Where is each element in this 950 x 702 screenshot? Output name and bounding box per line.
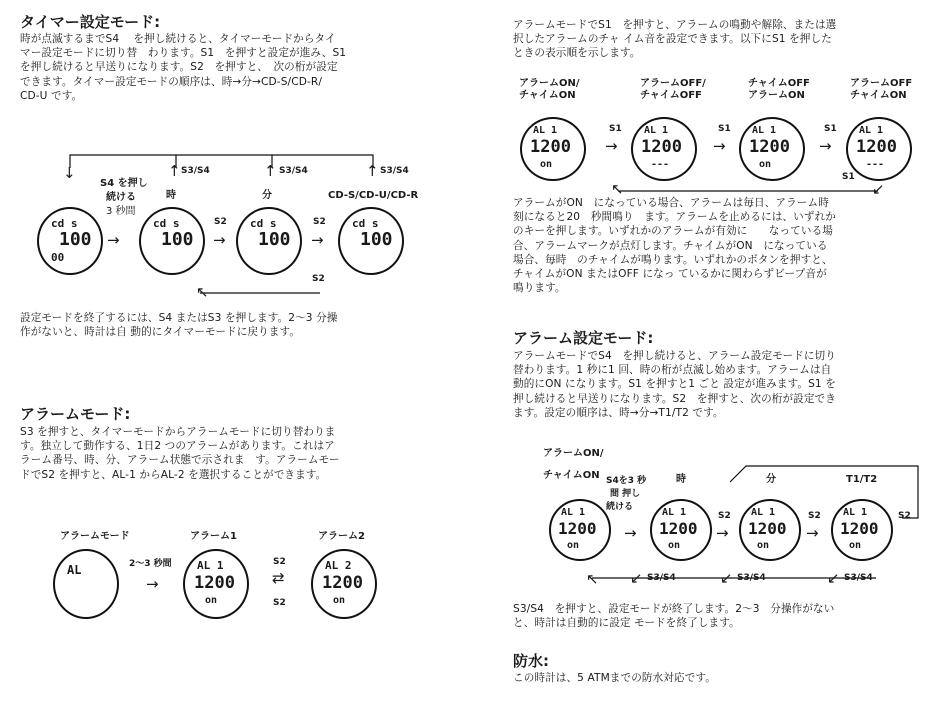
- lcd-text: on: [849, 540, 862, 551]
- text-line: 続ける: [106, 192, 136, 203]
- lcd-text: 00: [51, 251, 65, 264]
- right-arrow-icon: →: [311, 231, 324, 249]
- s2-label: S2: [718, 511, 731, 521]
- lcd-text: cd s: [153, 217, 180, 230]
- lcd-text: cd s: [352, 217, 379, 230]
- down-left-arrow-icon: ↙: [827, 569, 840, 587]
- lcd-text: 100: [258, 229, 291, 250]
- timer-end-paragraph: [20, 311, 440, 339]
- watch-display: [831, 499, 893, 561]
- text-line: 動的にON になります。S1 を押すと1 ごと 設定が進みます。S1 を: [513, 378, 836, 391]
- lcd-text: AL 1: [662, 507, 687, 518]
- swap-arrows-icon: ⇄: [272, 569, 285, 587]
- text-line: す。独立して動作する、1日2 つのアラームがあります。これはア: [20, 440, 335, 453]
- lcd-text: 1200: [641, 137, 682, 157]
- step-cd-label: CD-S/CD-U/CD-R: [328, 190, 419, 201]
- lcd-text: on: [567, 540, 580, 551]
- step-minute-label: 分: [262, 190, 272, 201]
- text-line: のキーを押します。いずれかのアラームが有効に なっている場: [513, 225, 833, 238]
- lcd-text: AL 1: [859, 125, 884, 136]
- watch-display: [236, 207, 302, 275]
- text-line: 合、アラームマークが点灯します。チャイムがON になっている: [513, 239, 828, 252]
- text-line: マー設定モードに切り替 わります。S1 を押すと設定が進み、S1: [20, 47, 347, 60]
- hold-duration-label: 2〜3 秒間: [129, 559, 172, 569]
- step-t1t2-label: T1/T2: [846, 474, 878, 485]
- text-line: 択したアラームのチャ イム音を設定できます。以下にS1 を押した: [513, 33, 832, 46]
- watch-display: [139, 207, 205, 275]
- watch-display: [846, 117, 912, 181]
- text-line: 間 押し: [610, 489, 641, 499]
- alarm-description-paragraph: [513, 196, 933, 295]
- s3s4-label: S3/S4: [279, 166, 308, 176]
- text-line: 場合、毎時 のチャイムが鳴ります。いずれかのボタンを押すと、: [513, 253, 833, 266]
- lcd-text: 1200: [322, 573, 363, 593]
- text-line: S4 を押し: [100, 178, 148, 189]
- text-line: 続ける: [606, 502, 634, 512]
- text-line: と、時計は自動的に設定 モードを終了します。: [513, 617, 740, 630]
- timer-setting-title: タイマー設定モード:: [20, 13, 161, 31]
- watch-display: [631, 117, 697, 181]
- step-minute-label: 分: [766, 474, 776, 485]
- lcd-text: AL: [67, 563, 82, 577]
- alarm-mode-title: アラームモード:: [20, 405, 131, 423]
- text-line: チャイムON: [543, 470, 600, 481]
- alarm-setting-paragraph: [513, 349, 933, 420]
- watch-display: [311, 549, 377, 619]
- s2-label: S2: [312, 274, 325, 284]
- text-line: チャイムOFF: [748, 78, 810, 89]
- state-label: [640, 78, 706, 102]
- down-left-arrow-icon: ↙: [720, 569, 733, 587]
- step-hour-label: 時: [676, 474, 686, 485]
- s2-label: S2: [808, 511, 821, 521]
- lcd-text: 1200: [748, 519, 787, 538]
- text-line: 時が点滅するまでS4 を押し続けると、タイマーモードからタイ: [20, 33, 336, 45]
- text-line: 刻になると20 秒間鳴り ます。アラームを止めるには、いずれか: [513, 211, 836, 224]
- text-line: アラームON: [748, 90, 805, 101]
- up-arrow-icon: ↑: [168, 162, 181, 180]
- text-line: S3 を押すと、タイマーモードからアラームモードに切り替わりま: [20, 426, 336, 438]
- state-label: [748, 78, 810, 102]
- s4-hold-label: [100, 177, 148, 219]
- s1-label: S1: [718, 124, 731, 134]
- s3s4-label: S3/S4: [844, 573, 873, 583]
- text-line: 3 秒間: [106, 206, 136, 217]
- lcd-text: 1200: [659, 519, 698, 538]
- alarm-s1-paragraph: [513, 18, 933, 61]
- lcd-text: AL 1: [644, 125, 669, 136]
- alarm-mode-label: アラームモード: [60, 531, 130, 542]
- text-line: 替わります。1 秒に1 回、時の桁が点滅し始めます。アラームは自: [513, 364, 832, 377]
- down-left-arrow-icon: ↙: [630, 569, 643, 587]
- s3s4-label: S3/S4: [647, 573, 676, 583]
- right-arrow-icon: →: [806, 524, 819, 542]
- text-line: アラームOFF/: [640, 78, 706, 89]
- text-line: アラームモードでS4 を押し続けると、アラーム設定モードに切り: [513, 350, 836, 362]
- start-state-label: [543, 443, 604, 487]
- right-arrow-icon: →: [716, 524, 729, 542]
- s2-label: S2: [898, 511, 911, 521]
- alarm2-label: アラーム2: [318, 531, 365, 542]
- lcd-text: AL 1: [561, 507, 586, 518]
- watch-display: [739, 499, 801, 561]
- s3s4-label: S3/S4: [181, 166, 210, 176]
- s3s4-label: S3/S4: [737, 573, 766, 583]
- lcd-text: AL 1: [752, 125, 777, 136]
- text-line: アラームOFF: [850, 78, 913, 89]
- lcd-text: 100: [161, 229, 194, 250]
- s3s4-label: S3/S4: [380, 166, 409, 176]
- right-arrow-icon: →: [213, 231, 226, 249]
- water-title: 防水:: [513, 652, 549, 670]
- down-arrow-icon: ↓: [63, 164, 76, 182]
- left-arrow-icon: ↖: [586, 570, 599, 588]
- text-line: ときの表示順を示します。: [513, 47, 641, 60]
- lcd-text: AL 1: [533, 125, 558, 136]
- lcd-text: 100: [59, 229, 92, 250]
- down-left-arrow-icon: ↙: [872, 180, 885, 198]
- watch-display: [650, 499, 712, 561]
- lcd-text: ---: [651, 159, 670, 170]
- lcd-text: 1200: [749, 137, 790, 157]
- right-arrow-icon: →: [107, 231, 120, 249]
- text-line: アラームがON になっている場合、アラームは毎日、アラーム時: [513, 197, 829, 209]
- watch-display: [338, 207, 404, 275]
- s2-label: S2: [214, 217, 227, 227]
- s1-label: S1: [609, 124, 622, 134]
- lcd-text: 100: [360, 229, 393, 250]
- watch-display: [520, 117, 586, 181]
- s2-label: S2: [313, 217, 326, 227]
- text-line: アラームモードでS1 を押すと、アラームの鳴動や解除、または選: [513, 19, 837, 31]
- alarm-setting-title: アラーム設定モード:: [513, 329, 654, 347]
- watch-display: [739, 117, 805, 181]
- lcd-text: AL 1: [843, 507, 868, 518]
- text-line: ラーム番号、時、分、アラーム状態で示されま す。アラームモー: [20, 454, 340, 467]
- lcd-text: cd s: [51, 217, 78, 230]
- alarm-setting-end-paragraph: [513, 602, 933, 630]
- right-arrow-icon: →: [713, 137, 726, 155]
- lcd-text: AL 2: [325, 559, 352, 572]
- s4-hold-label: [606, 475, 646, 514]
- watch-display: [37, 207, 103, 275]
- lcd-text: on: [757, 540, 770, 551]
- text-line: S4を3 秒: [606, 476, 647, 486]
- text-line: S3/S4 を押すと、設定モードが終了します。2〜3 分操作がない: [513, 603, 835, 615]
- text-line: アラームON/: [543, 448, 604, 459]
- state-label: [519, 78, 580, 102]
- text-line: 鳴ります。: [513, 282, 566, 295]
- lcd-text: on: [668, 540, 681, 551]
- lcd-text: on: [759, 159, 772, 170]
- lcd-text: 1200: [194, 573, 235, 593]
- timer-setting-paragraph: [20, 32, 440, 103]
- left-arrow-icon: ↖: [611, 180, 624, 198]
- s1-label: S1: [842, 172, 855, 182]
- up-arrow-icon: ↑: [366, 162, 379, 180]
- lcd-text: AL 1: [751, 507, 776, 518]
- lcd-text: 1200: [558, 519, 597, 538]
- lcd-text: 1200: [530, 137, 571, 157]
- text-line: CD-U です。: [20, 89, 83, 102]
- lcd-text: on: [540, 159, 553, 170]
- text-line: を押し続けると早送りになります。S2 を押すと、 次の桁が設定: [20, 61, 338, 74]
- water-text: この時計は、5 ATMまでの防水対応です。: [513, 672, 716, 684]
- lcd-text: 1200: [840, 519, 879, 538]
- up-arrow-icon: ↑: [264, 162, 277, 180]
- lcd-text: on: [333, 595, 346, 606]
- left-arrow-icon: ↖: [196, 283, 209, 301]
- s1-label: S1: [824, 124, 837, 134]
- alarm1-label: アラーム1: [190, 531, 237, 542]
- text-line: チャイムがON またはOFF になっ ているかに関わらずビープ音が: [513, 268, 827, 281]
- lcd-text: AL 1: [197, 559, 224, 572]
- state-label: [850, 78, 912, 102]
- s2-label: S2: [273, 598, 286, 608]
- step-hour-label: 時: [166, 190, 176, 201]
- watch-display: [549, 499, 611, 561]
- text-line: できます。タイマー設定モードの順序は、時→分→CD-S/CD-R/: [20, 75, 323, 88]
- text-line: ます。設定の順序は、時→分→T1/T2 です。: [513, 406, 724, 419]
- lcd-text: cd s: [250, 217, 277, 230]
- text-line: ドでS2 を押すと、AL-1 からAL-2 を選択することができます。: [20, 468, 327, 481]
- text-line: 押し続けると早送りになります。S2 を押すと、次の桁が設定でき: [513, 392, 836, 405]
- alarm-mode-paragraph: [20, 425, 440, 482]
- text-line: チャイムON: [519, 90, 576, 101]
- lcd-text: ---: [866, 159, 885, 170]
- right-arrow-icon: →: [624, 524, 637, 542]
- right-arrow-icon: →: [819, 137, 832, 155]
- text-line: チャイムOFF: [640, 90, 702, 101]
- lcd-text: 1200: [856, 137, 897, 157]
- text-line: アラームON/: [519, 78, 580, 89]
- text-line: チャイムON: [850, 90, 907, 101]
- watch-display: [183, 549, 249, 619]
- right-arrow-icon: →: [146, 575, 159, 593]
- watch-display: [53, 549, 119, 619]
- text-line: 作がないと、時計は自 動的にタイマーモードに戻ります。: [20, 326, 301, 339]
- text-line: 設定モードを終了するには、S4 またはS3 を押します。2〜3 分操: [20, 312, 338, 324]
- right-arrow-icon: →: [605, 137, 618, 155]
- s2-label: S2: [273, 557, 286, 567]
- lcd-text: on: [205, 595, 218, 606]
